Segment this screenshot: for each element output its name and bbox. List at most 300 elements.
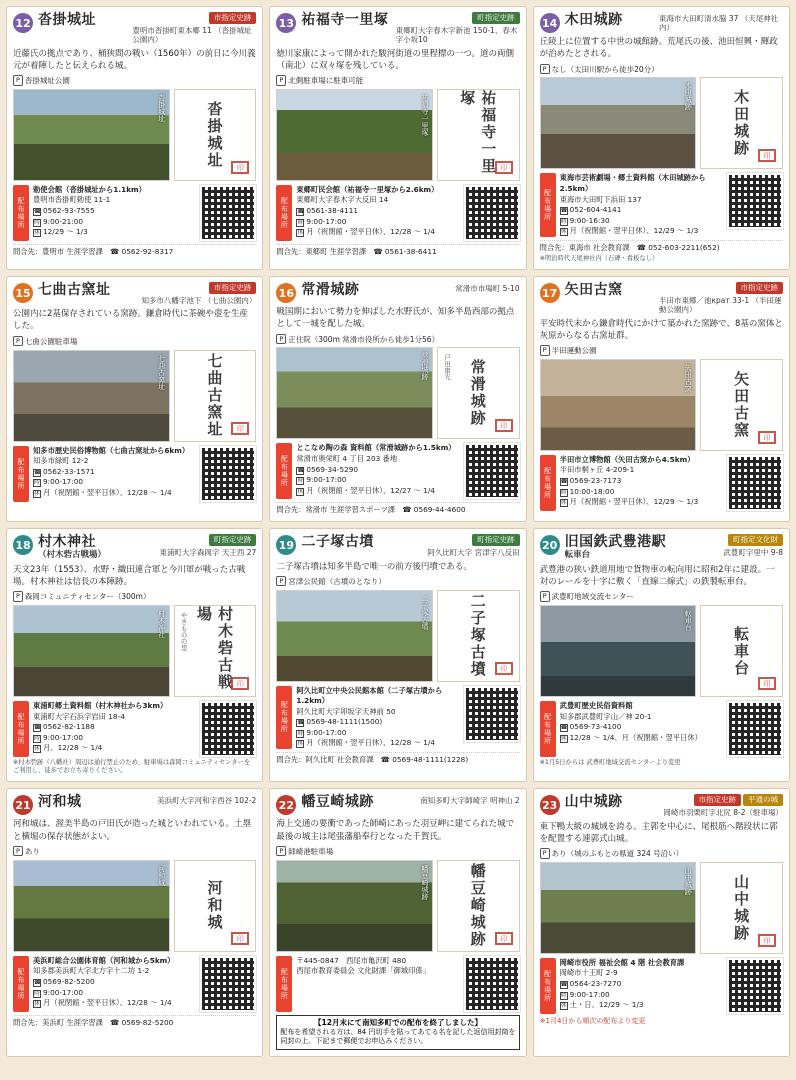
- hours-text: 9:00-17:00: [306, 475, 347, 485]
- parking-text: 武豊町地域交流センター: [551, 592, 634, 602]
- site-title: 木田城跡: [564, 12, 623, 28]
- header-right: [420, 794, 520, 805]
- stamp-seal: 印: [231, 422, 249, 435]
- site-address: 美浜町大字河和字西谷 102-2: [157, 796, 257, 806]
- title-wrap: [565, 794, 659, 810]
- media-row: [13, 89, 256, 181]
- tel-number: 0569-82-5200: [43, 976, 95, 986]
- title-wrap: [38, 12, 127, 28]
- media-row: [276, 860, 519, 952]
- header-right: [659, 282, 783, 315]
- title-wrap: [38, 794, 152, 810]
- status-badge: 町指定史跡: [472, 534, 520, 546]
- site-description: 二子塚古墳は知多半島で唯一の前方後円墳である。: [276, 561, 472, 572]
- clock-icon: 時: [34, 990, 40, 997]
- status-badge: 町指定史跡: [472, 12, 520, 24]
- distribution-hours: [33, 477, 196, 488]
- parking-info: [540, 345, 783, 356]
- badge-row: [659, 282, 783, 294]
- distribution-address: 知多郡武豊町字山／神 20-1: [559, 711, 652, 721]
- closed-text: 土・日、12/29 〜 1/3: [569, 1000, 644, 1010]
- distribution-tel: [296, 465, 459, 476]
- site-photo: [13, 605, 170, 697]
- distribution-address: 常滑市奥栄町 4 丁目 203 番地: [296, 453, 398, 463]
- site-title: 二子塚古墳: [301, 534, 374, 551]
- phone-icon: ☎: [297, 467, 305, 474]
- card-number: 19: [276, 535, 296, 555]
- site-description: 徳川家康によって開かれた駿河街道の里程標の一つ。道の両側（南北）に双々塚を残している。: [276, 48, 514, 71]
- parking-info: [13, 591, 256, 602]
- distribution-block: [276, 686, 519, 749]
- title-wrap: [38, 534, 155, 560]
- badge-row: [396, 12, 520, 24]
- media-row: [13, 350, 256, 442]
- goshuin-stamp: [700, 862, 783, 954]
- goshuin-stamp: [437, 89, 520, 181]
- distribution-info: [296, 956, 459, 977]
- tel-number: 0569-73-4100: [569, 722, 622, 732]
- site-title: 幡豆崎城跡: [301, 794, 374, 811]
- stamp-text: 七曲古窯址: [205, 353, 224, 439]
- hours-text: 9:00-16:30: [569, 215, 610, 225]
- qr-code[interactable]: [727, 701, 783, 757]
- distribution-block: [540, 701, 783, 757]
- stamp-seal: 印: [495, 662, 513, 675]
- distribution-address: 知多市緑町 12-2: [33, 456, 89, 466]
- distribution-closed: [560, 226, 723, 237]
- qr-code[interactable]: [200, 701, 256, 757]
- closed-text: 12/28 〜 1/4、月（祝閉館・翌平日休）: [569, 732, 702, 742]
- photo-caption: 二子塚古墳: [420, 594, 429, 630]
- closed-icon: 休: [560, 500, 567, 507]
- site-title: 常滑城跡: [301, 282, 360, 299]
- badge-row: [427, 534, 519, 546]
- status-badge: 町指定文化財: [728, 534, 783, 546]
- card-number: 23: [540, 795, 560, 815]
- photo-caption: 村木神社: [157, 610, 166, 639]
- qr-code[interactable]: [727, 173, 783, 229]
- distribution-name: 勅使会館（沓掛城址から1.1km）: [33, 184, 146, 194]
- distribution-closed: [33, 743, 196, 754]
- site-address: 武豊町字里中 9-8: [723, 548, 783, 558]
- photo-caption: 転車台: [684, 610, 693, 632]
- tel-number: 0561-38-4111: [306, 206, 359, 216]
- site-address: 半田市東郷／池крат 33-1 （半田運動公園内）: [659, 295, 782, 315]
- title-wrap: [38, 282, 136, 298]
- qr-code[interactable]: [200, 956, 256, 1012]
- contact-info: 問合先：豊明市 生涯学習課 ☎ 0562-92-8317: [13, 244, 256, 257]
- distribution-tel: [560, 722, 723, 733]
- card-number: 15: [13, 283, 33, 303]
- parking-text: 半田運動公園: [551, 346, 597, 356]
- parking-text: 北側駐車場に駐車可能: [288, 76, 364, 86]
- parking-icon: P: [13, 75, 23, 85]
- closed-icon: 休: [560, 735, 567, 742]
- site-photo: [276, 89, 433, 181]
- supplementary-note: ※村木砦跡（八幡社）周辺は通行禁止のため、駐車場は森岡コミュニティセンターをご利用し、徒歩でお立ち寄りください。: [13, 759, 251, 775]
- header-right: [427, 534, 519, 557]
- closed-text: 月（祝閉館・翌平日休）、12/28 〜 1/4: [43, 998, 172, 1008]
- hours-text: 9:00-17:00: [306, 216, 347, 226]
- contact-info: 問合先：常滑市 生涯学習スポーツ課 ☎ 0569-44-4600: [276, 502, 519, 515]
- contact-info: 問合先：阿久比町 社会教育課 ☎ 0569-48-1111(1228): [276, 752, 519, 765]
- parking-icon: P: [276, 334, 286, 344]
- supplementary-note: ※明治時代天尾神社内（石碑・看板なし）: [539, 254, 659, 262]
- qr-code[interactable]: [464, 956, 520, 1012]
- photo-caption: 沓掛城址: [157, 93, 166, 122]
- hours-text: 9:00-17:00: [306, 727, 347, 737]
- site-address: 東海市大田町清水脇 37 （天尾神社内）: [659, 14, 779, 33]
- parking-icon: P: [13, 336, 23, 346]
- distribution-block: [276, 956, 519, 1012]
- distribution-address: 岡崎市十王町 2-9: [559, 968, 618, 978]
- site-card: [6, 276, 263, 522]
- distribution-closed: [33, 488, 196, 499]
- card-number: 14: [540, 13, 560, 33]
- goshuin-stamp: [437, 590, 520, 682]
- distribution-name: とこなめ陶の森 資料館（常滑城跡から1.5km）: [296, 443, 456, 453]
- distribution-info: [33, 185, 196, 238]
- site-address: 豊明市沓掛町東本郷 11 （沓掛城址公園内）: [132, 25, 252, 45]
- stamp-seal: 印: [758, 677, 776, 690]
- closed-icon: 休: [34, 1001, 40, 1008]
- site-description: 武豊港の狭い鉄道用地で貨物車の転向用に昭和2年に建設。一対のレールを十字に敷く「直線二線式」の鉄製転車台。: [539, 564, 775, 587]
- clock-icon: 時: [560, 489, 567, 496]
- header-right: [659, 12, 783, 33]
- site-title: 村木神社: [38, 534, 96, 551]
- closed-icon: 休: [560, 1003, 567, 1010]
- media-row: [276, 89, 519, 181]
- parking-icon: P: [276, 75, 286, 85]
- distribution-label: 配布場所: [13, 956, 29, 1012]
- card-number: 22: [276, 795, 296, 815]
- distribution-label: 配布場所: [276, 956, 292, 1012]
- bottom-note: ※1月4日から順次の配布より変更: [539, 1016, 646, 1025]
- parking-text: あり: [24, 847, 40, 857]
- title-wrap: [301, 794, 415, 810]
- distribution-name: 岡崎市役所 福祉会館 4 階 社会教育課: [559, 957, 685, 967]
- distribution-address: 豊明市沓掛町勅使 11-1: [33, 195, 111, 205]
- site-description: 河和城は、渥美半島の戸田氏が造った城といわれている。土塁と横堀の保存状態がよい。: [13, 819, 252, 842]
- distribution-closed: [560, 1000, 723, 1011]
- site-title: 七曲古窯址: [38, 282, 111, 299]
- card-header: [540, 282, 783, 315]
- site-description: 近藤氏の拠点であり、桶狭間の戦い（1560年）の前日に今川義元が着陣したと伝えられる城。: [13, 48, 256, 71]
- site-description: 天文23年（1553）、水野・織田連合軍と今川軍が戦った古戦場。村木神社は信長の本陣跡。: [13, 564, 246, 587]
- contact-info: 問合先：東海市 社会教育課 ☎ 052-603-2211(652): [540, 240, 783, 253]
- distribution-name: 武豊町歴史民俗資料館: [559, 701, 633, 711]
- site-photo: [540, 359, 697, 451]
- card-header: [276, 282, 519, 303]
- title-wrap: [301, 534, 422, 550]
- distribution-tel: [33, 467, 196, 478]
- parking-text: 宮津公民館（古墳のとなり）: [288, 576, 386, 586]
- distribution-block: [13, 701, 256, 757]
- site-photo: [13, 89, 170, 181]
- stamp-seal: 印: [495, 419, 513, 432]
- phone-icon: ☎: [560, 479, 568, 486]
- distribution-block: [13, 446, 256, 502]
- stamp-text: 村木砦古戦場: [194, 606, 234, 692]
- parking-text: 師崎港駐車場: [288, 847, 334, 857]
- distribution-block: [13, 185, 256, 241]
- media-row: [276, 590, 519, 682]
- qr-code[interactable]: [727, 958, 783, 1014]
- media-row: [540, 605, 783, 697]
- parking-info: [276, 75, 519, 86]
- goshuin-stamp: [437, 347, 520, 439]
- parking-text: 七曲公園駐車場: [24, 336, 78, 346]
- photo-caption: 木田城跡: [684, 82, 693, 111]
- qr-code[interactable]: [200, 185, 256, 241]
- site-subtitle: （村木砦古戦場）: [38, 550, 107, 561]
- distribution-tel: [33, 977, 196, 988]
- hours-text: 9:00-17:00: [43, 477, 84, 487]
- parking-icon: P: [540, 848, 550, 858]
- tel-number: 0562-93-7555: [43, 206, 95, 216]
- site-photo: [276, 347, 433, 439]
- goshuin-stamp: [174, 605, 257, 697]
- card-header: [540, 534, 783, 560]
- qr-code[interactable]: [464, 185, 520, 241]
- distribution-closed: [560, 733, 723, 744]
- status-badge: 市指定史跡: [736, 282, 784, 294]
- clock-icon: 時: [560, 992, 567, 999]
- distribution-name: 阿久比町立中央公民館本館（二子塚古墳から1.2km）: [296, 685, 443, 706]
- distribution-tel: [296, 206, 459, 217]
- phone-icon: ☎: [297, 209, 305, 216]
- distribution-name: 美浜町総合公園体育館（河和城から5km）: [33, 955, 175, 965]
- notice-body: 配布を希望される方は、84 円切手を貼ってあてる名を記した返信用封筒を同封の上、下記まで郵便でお申込みください。: [280, 1027, 516, 1046]
- tel-number: 052-604-4141: [569, 205, 622, 215]
- stamp-text: 幡豆崎城跡: [468, 863, 487, 949]
- card-number: 12: [13, 13, 33, 33]
- hours-text: 10:00-18:00: [569, 486, 615, 496]
- site-card: [6, 6, 263, 270]
- card-header: [276, 534, 519, 557]
- photo-caption: 山中城跡: [684, 866, 693, 895]
- badge-row: [132, 12, 256, 24]
- site-title: 河和城: [38, 794, 82, 811]
- card-number: 13: [276, 13, 296, 33]
- distribution-label: 配布場所: [276, 443, 292, 499]
- header-right: [141, 282, 256, 305]
- parking-info: [276, 846, 519, 857]
- distribution-block: [276, 185, 519, 241]
- stamp-text: 山中城跡: [732, 873, 751, 942]
- media-row: [13, 860, 256, 952]
- distribution-address: 〒445-0847 西尾市亀沢町 480: [296, 955, 407, 965]
- distribution-block: [13, 956, 256, 1012]
- site-title: 旧国鉄武豊港駅: [564, 534, 667, 551]
- header-right: [663, 794, 783, 817]
- phone-icon: ☎: [560, 208, 568, 215]
- status-badge: 市指定史跡: [209, 12, 257, 24]
- status-badge: 市指定史跡: [209, 282, 257, 294]
- media-row: [540, 77, 783, 169]
- hours-text: 9:00-17:00: [43, 732, 84, 742]
- distribution-tel: [560, 205, 723, 216]
- stamp-seal: 印: [231, 932, 249, 945]
- distribution-closed: [296, 486, 459, 497]
- hours-text: 9:00-17:00: [43, 987, 84, 997]
- qr-code[interactable]: [464, 686, 520, 742]
- phone-icon: ☎: [560, 725, 568, 732]
- phone-icon: ☎: [34, 469, 41, 476]
- card-number: 20: [540, 535, 560, 555]
- header-right: [396, 12, 520, 45]
- title-wrap: [301, 282, 450, 298]
- goshuin-stamp: [437, 860, 520, 952]
- clock-icon: 時: [34, 735, 40, 742]
- distribution-closed: [560, 497, 723, 508]
- photo-caption: 祐福寺一里塚: [420, 93, 429, 136]
- distribution-label: 配布場所: [276, 686, 292, 749]
- closed-icon: 休: [297, 230, 304, 237]
- distribution-hours: [296, 217, 459, 228]
- site-card: [533, 788, 790, 1056]
- site-title: 祐福寺一里塚: [301, 12, 389, 28]
- site-title: 沓掛城址: [38, 12, 96, 28]
- distribution-closed: [33, 227, 196, 238]
- closed-text: 月（祝閉館・翌平日休）、12/28 〜 1/4: [306, 227, 435, 237]
- site-photo: [13, 350, 170, 442]
- stamp-seal: 印: [758, 149, 776, 162]
- badge-row: [663, 794, 783, 806]
- clock-icon: 時: [297, 730, 304, 737]
- photo-caption: 常滑城跡: [420, 352, 429, 381]
- distribution-hours: [33, 217, 196, 228]
- distribution-tel: [560, 979, 723, 990]
- contact-info: 問合先：東郷町 生涯学習課 ☎ 0561-38-6411: [276, 244, 519, 257]
- distribution-info: [296, 443, 459, 496]
- status-badge: 市指定史跡: [694, 794, 742, 806]
- media-row: [540, 862, 783, 954]
- tel-number: 0562-82-1188: [43, 722, 95, 732]
- distribution-label: 配布場所: [540, 701, 556, 757]
- photo-caption: 河和城: [157, 864, 166, 886]
- site-photo: [540, 862, 697, 954]
- badge-row: [160, 534, 257, 546]
- tel-number: 0569-34-5290: [306, 464, 359, 474]
- site-title: 矢田古窯: [564, 282, 623, 299]
- distribution-block: [540, 173, 783, 236]
- closed-text: 12/29 〜 1/3: [43, 227, 88, 237]
- parking-text: 森岡コミュニティセンター（300m）: [24, 592, 151, 602]
- phone-icon: ☎: [34, 979, 41, 986]
- stamp-text: 沓掛城址: [205, 100, 224, 169]
- qr-code[interactable]: [200, 446, 256, 502]
- qr-code[interactable]: [464, 443, 520, 499]
- media-row: [13, 605, 256, 697]
- card-grid: [6, 6, 790, 1057]
- stamp-seal: 印: [758, 431, 776, 444]
- distribution-block: [540, 455, 783, 511]
- parking-text: 沓掛城址公園: [24, 76, 70, 86]
- distribution-label: 配布場所: [540, 455, 556, 511]
- closed-icon: 休: [560, 229, 567, 236]
- distribution-name: 東浦町郷土資料館（村木神社から3km）: [33, 701, 168, 711]
- distribution-hours: [560, 216, 723, 227]
- stamp-seal: 印: [231, 161, 249, 174]
- clock-icon: 時: [297, 219, 304, 226]
- distribution-info: [560, 958, 723, 1011]
- distribution-closed: [33, 998, 196, 1009]
- parking-info: [276, 576, 519, 587]
- phone-icon: ☎: [560, 982, 568, 989]
- title-wrap: [565, 12, 654, 28]
- parking-icon: P: [13, 846, 23, 856]
- distribution-hours: [33, 733, 196, 744]
- qr-code[interactable]: [727, 455, 783, 511]
- stamp-text: 木田城跡: [732, 89, 751, 158]
- title-wrap: [565, 282, 654, 298]
- distribution-info: [560, 173, 723, 236]
- parking-info: [13, 336, 256, 347]
- distribution-address: 知多郡美浜町大字北方字十二坊 1-2: [33, 966, 150, 976]
- closed-text: 月（祝閉館・翌平日休）、12/29 〜 1/3: [569, 226, 699, 236]
- site-photo: [540, 77, 697, 169]
- clock-icon: 時: [34, 480, 40, 487]
- parking-text: なし（太田川駅から徒歩20分）: [551, 64, 659, 74]
- phone-icon: ☎: [34, 725, 41, 732]
- distribution-tel: [296, 717, 459, 728]
- site-address: 岡崎市羽栗町字北尻 8-2（駐車場）: [663, 808, 783, 818]
- distribution-address: 東郷町大字春木字大反田 14: [296, 195, 389, 205]
- media-row: [540, 359, 783, 451]
- distribution-info: [33, 956, 196, 1009]
- clock-icon: 時: [560, 218, 567, 225]
- hours-text: 9:00-17:00: [569, 989, 610, 999]
- distribution-address: 阿久比町大字卯坂字天神前 50: [296, 706, 396, 716]
- site-description: 丘陵上に位置する中世の城館跡。荒尾氏の後、池田恒興・輝政が治めたとされる。: [539, 37, 778, 60]
- distribution-label: 配布場所: [13, 701, 29, 757]
- stamp-text: 河和城: [205, 880, 224, 932]
- closed-icon: 休: [34, 490, 40, 497]
- distribution-tel: [33, 722, 196, 733]
- parking-icon: P: [540, 591, 550, 601]
- contact-info: 問合先：美浜町 生涯学習課 ☎ 0569-82-5200: [13, 1015, 256, 1028]
- site-description: 平安時代末から鎌倉時代にかけて築かれた窯跡で、8基の窯体と灰原からなる古窯址群。: [539, 318, 783, 341]
- card-header: [13, 12, 256, 45]
- distribution-name: 知多市歴史民俗博物館（七曲古窯址から6km）: [33, 445, 190, 455]
- site-description: 東下鴨大級の城域を誇る。主郭を中心に、尾根筋へ階段状に郭を配置する連郭式山城。: [539, 821, 778, 844]
- closed-icon: 休: [34, 746, 40, 753]
- parking-info: [540, 591, 783, 602]
- site-card: [533, 6, 790, 270]
- parking-icon: P: [13, 591, 23, 601]
- parking-icon: P: [276, 846, 286, 856]
- distribution-tel: [33, 206, 196, 217]
- distribution-address: 西尾市教育委員会 文化財課「御城印係」: [296, 966, 430, 976]
- parking-text: 正住院（300m 常滑市役所から徒歩1分56）: [288, 334, 440, 344]
- photo-caption: 七曲古窯址: [157, 354, 166, 390]
- site-address: 常滑市市場町 5-10: [455, 284, 520, 294]
- stamp-seal: 印: [495, 932, 513, 945]
- site-card: [269, 528, 526, 782]
- stamp-side-text: 戸田康光: [442, 354, 451, 381]
- distribution-block: [540, 958, 783, 1014]
- phone-icon: ☎: [297, 720, 305, 727]
- goshuin-stamp: [700, 605, 783, 697]
- parking-info: [13, 75, 256, 86]
- distribution-label: 配布場所: [540, 173, 556, 236]
- site-address: 東浦町大字森岡字 天王西 27: [159, 548, 257, 558]
- header-right: [723, 534, 783, 557]
- site-photo: [276, 590, 433, 682]
- distribution-name: 東郷町民会館（祐福寺一里塚から2.6km）: [296, 184, 439, 194]
- closed-icon: 休: [297, 741, 304, 748]
